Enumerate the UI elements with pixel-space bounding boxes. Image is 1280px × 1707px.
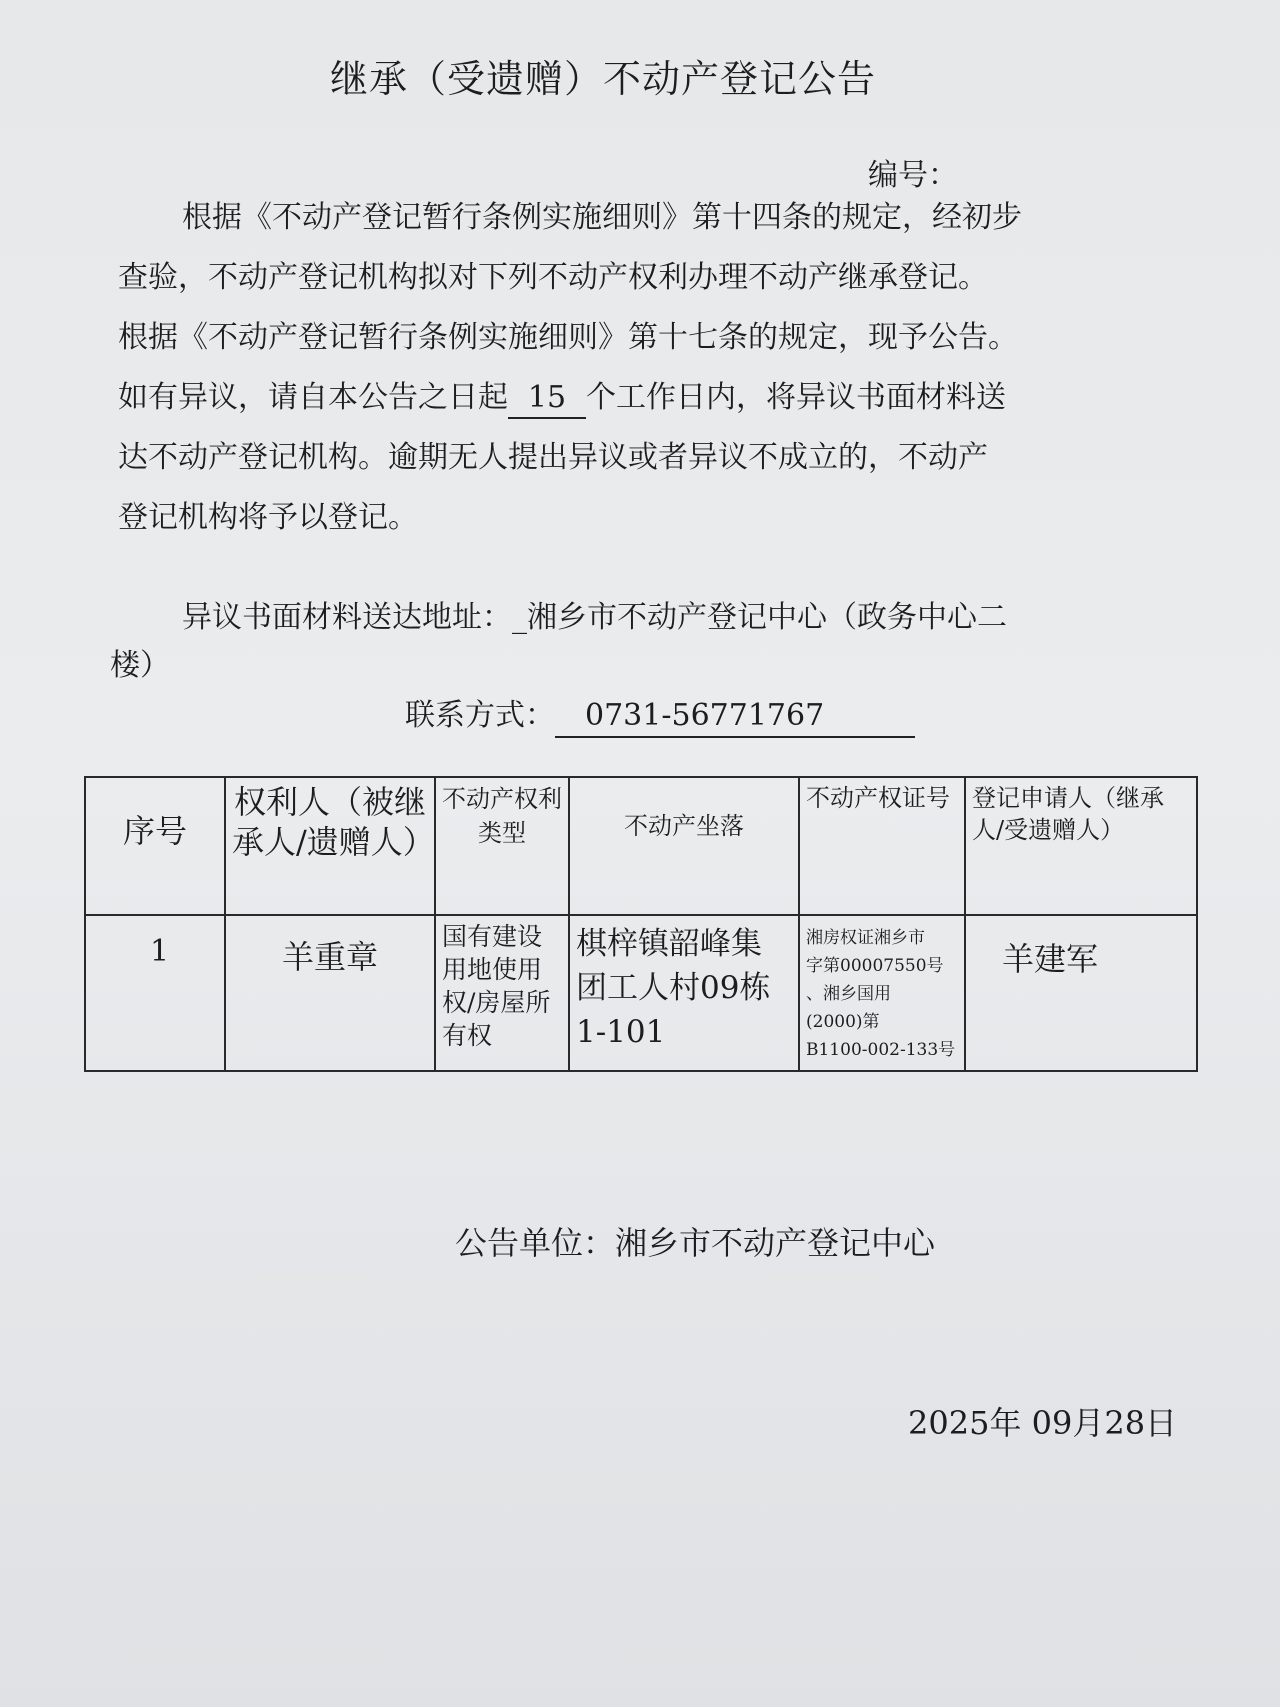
objection-address (110, 594, 1007, 690)
registration-table (84, 776, 1198, 1072)
address-line: 楼） (110, 648, 170, 683)
objection-prefix: 如有异议，请自本公告之日起 (118, 380, 508, 415)
contact-phone: 0731-56771767 (555, 696, 915, 738)
header-type: 不动产权利类型 (435, 777, 569, 915)
header-seq: 序号 (85, 777, 225, 915)
header-location: 不动产坐落 (569, 777, 799, 915)
issuing-unit: 公告单位：湘乡市不动产登记中心 (455, 1224, 936, 1262)
cell-location: 棋梓镇韶峰集 团工人村09栋 1-101 (569, 915, 799, 1071)
body-line: 根据《不动产登记暂行条例实施细则》第十七条的规定，现予公告。 (118, 320, 1018, 355)
cell-type: 国有建设用地使用权/房屋所有权 (435, 915, 569, 1071)
contact-label: 联系方式： (405, 698, 555, 733)
header-cert: 不动产权证号 (799, 777, 965, 915)
notice-date: 2025年 09月28日 (908, 1404, 1178, 1442)
contact-info (405, 690, 915, 738)
serial-number-label: 编号： (868, 158, 958, 193)
body-line: 达不动产登记机构。逾期无人提出异议或者异议不成立的，不动产 (118, 440, 988, 475)
objection-suffix: 个工作日内，将异议书面材料送 (586, 380, 1006, 415)
table-row (85, 915, 1197, 1071)
header-applicant: 登记申请人（继承人/受遗赠人） (965, 777, 1197, 915)
notice-body (118, 188, 1022, 548)
objection-line (118, 368, 1022, 428)
table-header-row (85, 777, 1197, 915)
header-holder: 权利人（被继承人/遗赠人） (225, 777, 435, 915)
page-title: 继承（受遗赠）不动产登记公告 (330, 57, 877, 101)
body-line: 登记机构将予以登记。 (118, 500, 418, 535)
cell-applicant: 羊建军 (965, 915, 1197, 1071)
objection-days: 15 (508, 379, 586, 419)
body-line: 根据《不动产登记暂行条例实施细则》第十四条的规定，经初步 (182, 200, 1022, 235)
cell-holder: 羊重章 (225, 915, 435, 1071)
cell-seq: 1 (85, 915, 225, 1071)
body-line: 查验，不动产登记机构拟对下列不动产权利办理不动产继承登记。 (118, 260, 988, 295)
address-line: 异议书面材料送达地址：_湘乡市不动产登记中心（政务中心二 (182, 600, 1007, 635)
cell-cert: 湘房权证湘乡市 字第00007550号 、湘乡国用 (2000)第 B1100-002-133号 (799, 915, 965, 1071)
